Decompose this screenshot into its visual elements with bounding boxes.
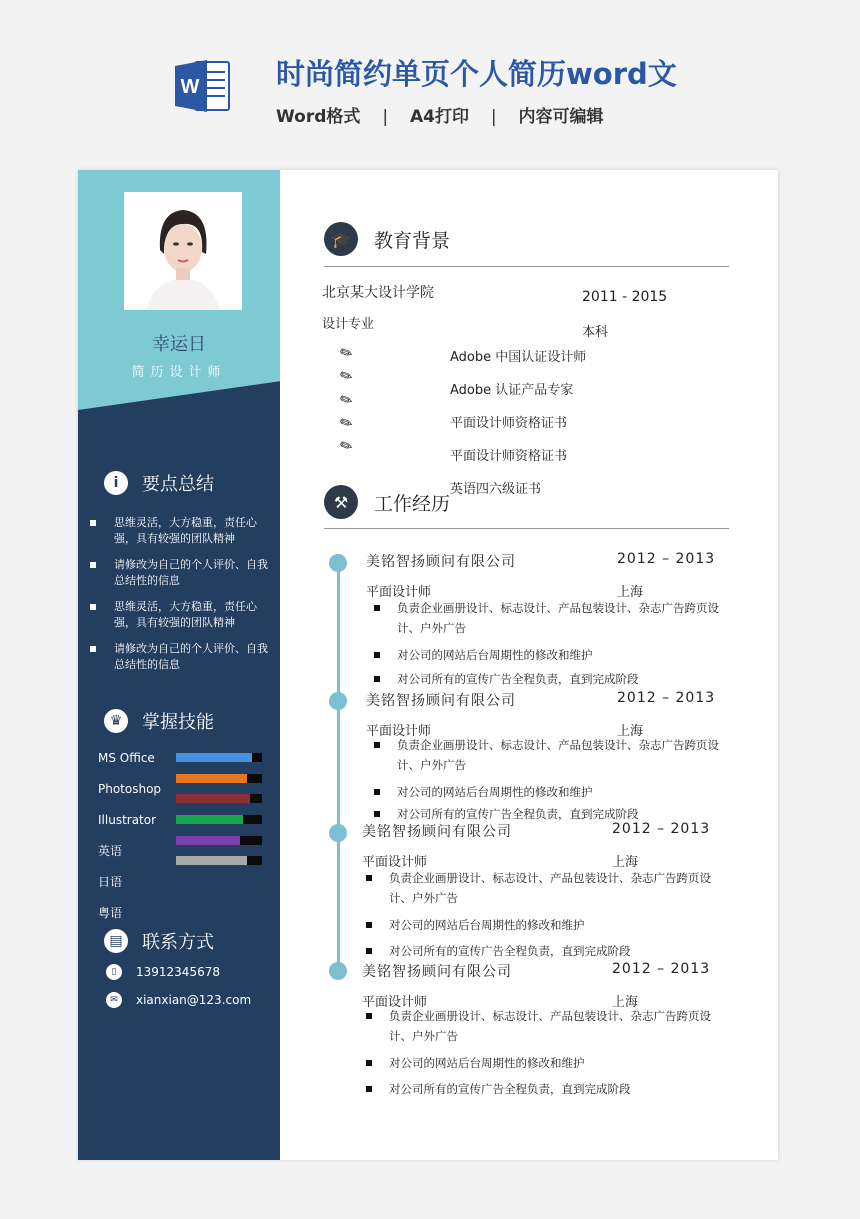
skill-bar-fill: [176, 815, 243, 824]
certificate: Adobe 中国认证设计师: [450, 350, 587, 365]
job-location: 上海: [617, 585, 644, 600]
duty: [374, 598, 720, 638]
duty-text: 对公司所有的宣传广告全程负责，直到完成阶段: [397, 807, 639, 821]
education-heading: [324, 222, 450, 256]
certificate-icon: ✎: [336, 412, 356, 434]
duty: [366, 1053, 585, 1073]
contact-heading: [104, 928, 214, 954]
skill-bar: [176, 856, 262, 865]
skill-bar: [176, 836, 262, 845]
timeline-dot: [329, 692, 347, 710]
skill-bar: [176, 753, 262, 762]
duty-text: 对公司的网站后台周期性的修改和维护: [389, 918, 585, 932]
duty: [374, 782, 593, 802]
education-heading-label: 教育背景: [374, 229, 451, 252]
section-divider: [324, 528, 729, 529]
company: 美铭智扬顾问有限公司: [366, 554, 516, 570]
skill-bar: [176, 794, 262, 803]
worker-icon: ⚒: [324, 485, 358, 519]
feature-format: Word格式: [276, 107, 361, 127]
timeline-dot: [329, 554, 347, 572]
main-content: [280, 170, 778, 1160]
email-value: xianxian@123.com: [136, 993, 252, 1007]
skill-label: Illustrator: [98, 813, 157, 827]
summary-text: 请修改为自己的个人评价、自我总结性的信息: [114, 642, 268, 671]
banner-title: 时尚简约单页个人简历word文: [276, 57, 677, 91]
work-heading-label: 工作经历: [374, 492, 451, 515]
skills-heading-label: 掌握技能: [142, 712, 214, 733]
certificate-icon: ✎: [336, 365, 356, 387]
contact-heading-label: 联系方式: [142, 932, 214, 953]
certificate-icon: ✎: [336, 389, 356, 411]
summary-text: 思维灵活，大方稳重，责任心强，具有较强的团队精神: [114, 600, 257, 629]
mail-icon: ✉: [106, 992, 122, 1008]
job-years: 2012 – 2013: [617, 690, 716, 706]
job-title: 平面设计师: [366, 724, 432, 739]
sidebar: [78, 170, 280, 1160]
job-years: 2012 – 2013: [612, 821, 711, 837]
job-title: 平面设计师: [362, 855, 428, 870]
phone-value: 13912345678: [136, 965, 220, 979]
company: 美铭智扬顾问有限公司: [362, 824, 512, 840]
duty: [366, 1079, 631, 1099]
work-heading: [324, 485, 450, 519]
duty: [366, 915, 585, 935]
info-icon: i: [104, 471, 128, 495]
duty: [374, 645, 593, 665]
skill-bar-fill: [176, 774, 247, 783]
crown-icon: ♛: [104, 709, 128, 733]
company: 美铭智扬顾问有限公司: [362, 964, 512, 980]
banner: [0, 0, 860, 165]
duty-text: 对公司所有的宣传广告全程负责，直到完成阶段: [397, 672, 639, 686]
skill-bar: [176, 774, 262, 783]
graduation-cap-icon: 🎓: [324, 222, 358, 256]
certificate: Adobe 认证产品专家: [450, 383, 574, 398]
avatar: [124, 192, 242, 310]
duty: [374, 669, 639, 689]
timeline-dot: [329, 962, 347, 980]
summary-text: 请修改为自己的个人评价、自我总结性的信息: [114, 558, 268, 587]
duty-text: 对公司所有的宣传广告全程负责，直到完成阶段: [389, 1082, 631, 1096]
summary-item: [88, 557, 268, 589]
skills-heading: [104, 708, 214, 734]
degree: 本科: [582, 325, 609, 340]
contact-email: [106, 992, 251, 1008]
skill-bar-fill: [176, 753, 252, 762]
banner-features: [276, 102, 604, 127]
duty: [374, 735, 720, 775]
profile-role: 简历设计师: [131, 365, 227, 380]
major: 设计专业: [322, 317, 375, 332]
profile-name: 幸运日: [152, 334, 206, 355]
duty-text: 对公司的网站后台周期性的修改和维护: [397, 648, 593, 662]
skill-label: 日语: [98, 875, 123, 889]
svg-text:W: W: [180, 76, 200, 98]
contact-card-icon: ▤: [104, 929, 128, 953]
summary-item: [88, 515, 268, 547]
job-entry: [360, 821, 715, 958]
duty: [366, 1006, 715, 1046]
summary-item: [88, 641, 268, 673]
job-entry: [360, 551, 720, 686]
job-title: 平面设计师: [362, 995, 428, 1010]
duty-text: 负责企业画册设计、标志设计、产品包装设计、杂志广告跨页设计、户外广告: [397, 601, 719, 635]
job-title: 平面设计师: [366, 585, 432, 600]
certificate: 英语四六级证书: [450, 482, 542, 497]
job-entry: [360, 690, 720, 821]
duty-text: 对公司的网站后台周期性的修改和维护: [389, 1056, 585, 1070]
skills-labels: [98, 750, 178, 936]
education-years: 2011 - 2015: [582, 289, 668, 305]
skill-label: MS Office: [98, 751, 155, 765]
duty: [366, 941, 631, 961]
timeline-dot: [329, 824, 347, 842]
duty-text: 对公司的网站后台周期性的修改和维护: [397, 785, 593, 799]
separator: |: [490, 107, 497, 127]
certificate: 平面设计师资格证书: [450, 449, 568, 464]
skill-bars: [176, 753, 262, 877]
word-icon: [175, 60, 231, 112]
skill-label: 英语: [98, 844, 123, 858]
company: 美铭智扬顾问有限公司: [366, 693, 516, 709]
duty: [366, 868, 715, 908]
skill-bar-fill: [176, 794, 250, 803]
certificate-icon: ✎: [336, 342, 356, 364]
job-years: 2012 – 2013: [617, 551, 716, 567]
duty-text: 负责企业画册设计、标志设计、产品包装设计、杂志广告跨页设计、户外广告: [389, 1009, 711, 1043]
summary-text: 思维灵活，大方稳重，责任心强，具有较强的团队精神: [114, 516, 257, 545]
summary-list: [88, 515, 268, 683]
job-location: 上海: [612, 855, 639, 870]
school-name: 北京某大设计学院: [322, 285, 434, 301]
separator: |: [382, 107, 389, 127]
summary-heading: [104, 470, 214, 496]
skill-label: Photoshop: [98, 782, 162, 796]
skill-bar-fill: [176, 856, 247, 865]
certificate: 平面设计师资格证书: [450, 416, 568, 431]
skill-label: 粤语: [98, 906, 123, 920]
job-location: 上海: [612, 995, 639, 1010]
skill-bar-fill: [176, 836, 240, 845]
summary-heading-label: 要点总结: [142, 474, 214, 495]
summary-item: [88, 599, 268, 631]
feature-editable: 内容可编辑: [518, 107, 604, 127]
skill-bar: [176, 815, 262, 824]
contact-phone: [106, 964, 220, 980]
job-location: 上海: [617, 724, 644, 739]
feature-print: A4打印: [409, 107, 469, 127]
job-years: 2012 – 2013: [612, 961, 711, 977]
resume-page: [78, 170, 778, 1160]
section-divider: [324, 266, 729, 267]
certificate-icon: ✎: [336, 435, 356, 457]
duty-text: 对公司所有的宣传广告全程负责，直到完成阶段: [389, 944, 631, 958]
phone-icon: ▯: [106, 964, 122, 980]
duty-text: 负责企业画册设计、标志设计、产品包装设计、杂志广告跨页设计、户外广告: [389, 871, 711, 905]
duty-text: 负责企业画册设计、标志设计、产品包装设计、杂志广告跨页设计、户外广告: [397, 738, 719, 772]
timeline: [337, 562, 340, 972]
job-entry: [360, 961, 715, 1096]
